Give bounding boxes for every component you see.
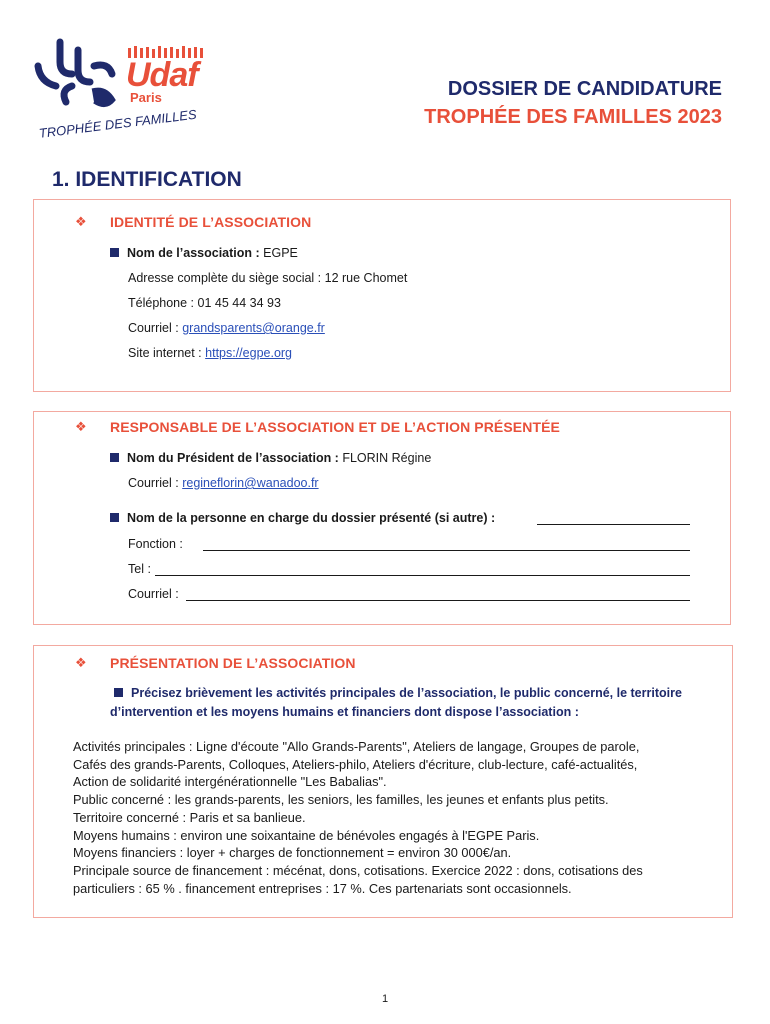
square-bullet-icon [110, 248, 119, 257]
website-row [128, 346, 292, 360]
fonction-label: Fonction : [128, 537, 183, 551]
responsable-heading: RESPONSABLE DE L’ASSOCIATION ET DE L’ACTION PRÉSENTÉE [110, 419, 560, 435]
document-header [424, 76, 722, 132]
answer-line: Action de solidarité intergénérationnelle "Les Babalias". [73, 774, 387, 790]
question-line-2: d’intervention et les moyens humains et financiers dont dispose l’association : [110, 705, 579, 719]
person-in-charge-field[interactable] [537, 524, 690, 525]
president-row [110, 451, 431, 465]
association-email-link[interactable]: grandsparents@orange.fr [182, 321, 325, 335]
logo-tagline: TROPHÉE DES FAMILLES [38, 106, 198, 141]
answer-line: Territoire concerné : Paris et sa banlieue. [73, 809, 306, 825]
phone-text: Téléphone : 01 45 44 34 93 [128, 296, 281, 310]
president-label: Nom du Président de l’association : [127, 451, 339, 465]
presentation-heading: PRÉSENTATION DE L’ASSOCIATION [110, 655, 356, 671]
square-bullet-icon [114, 688, 123, 697]
answer-line: particuliers : 65 % . financement entreprises : 17 %. Ces partenariats sont occasionnels. [73, 880, 572, 896]
square-bullet-icon [110, 513, 119, 522]
association-name-row [110, 246, 298, 260]
fonction-field[interactable] [203, 550, 690, 551]
address-text: Adresse complète du siège social : 12 rue Chomet [128, 271, 408, 285]
diamond-bullet-icon: ❖ [75, 655, 87, 670]
presentation-question [110, 684, 730, 722]
president-email-label: Courriel : [128, 476, 179, 490]
section-title: 1. IDENTIFICATION [52, 168, 242, 191]
square-bullet-icon [110, 453, 119, 462]
email-row [128, 321, 325, 335]
courriel-label: Courriel : [128, 587, 179, 601]
association-name-label: Nom de l’association : [127, 246, 260, 260]
page-number: 1 [381, 993, 389, 1005]
document-subtitle: TROPHÉE DES FAMILLES 2023 [424, 106, 722, 128]
tel-label: Tel : [128, 562, 151, 576]
person-in-charge-label: Nom de la personne en charge du dossier présenté (si autre) : [127, 511, 496, 525]
identite-heading: IDENTITÉ DE L’ASSOCIATION [110, 214, 312, 230]
tel-field[interactable] [155, 575, 690, 576]
person-in-charge-row [110, 511, 495, 525]
document-title: DOSSIER DE CANDIDATURE [447, 78, 722, 100]
answer-line: Moyens financiers : loyer + charges de fonctionnement = environ 30 000€/an. [73, 845, 512, 861]
president-value: FLORIN Régine [342, 451, 432, 465]
association-website-link[interactable]: https://egpe.org [205, 346, 293, 360]
association-name-value: EGPE [263, 246, 298, 260]
presentation-answer [73, 738, 723, 897]
email-label: Courriel : [128, 321, 179, 335]
answer-line: Activités principales : Ligne d'écoute "Allo Grands-Parents", Ateliers de langage, Groupes de parole, [73, 739, 640, 754]
udaf-logo [30, 30, 230, 165]
president-email-row [128, 476, 319, 490]
answer-line: Cafés des grands-Parents, Colloques, Ateliers-philo, Ateliers d'écriture, club-lecture, café-actualités, [73, 756, 638, 772]
answer-line: Moyens humains : environ une soixantaine de bénévoles engagés à l'EGPE Paris. [73, 827, 540, 843]
courriel-field[interactable] [186, 600, 690, 601]
answer-line: Principale source de financement : mécénat, dons, cotisations. Exercice 2022 : dons, cotisations des [73, 862, 643, 878]
website-label: Site internet : [128, 346, 202, 360]
logo-city: Paris [130, 90, 162, 105]
diamond-bullet-icon: ❖ [75, 214, 87, 229]
president-email-link[interactable]: regineflorin@wanadoo.fr [182, 476, 319, 490]
logo-brand: Udaf [126, 56, 198, 94]
diamond-bullet-icon: ❖ [75, 419, 87, 434]
answer-line: Public concerné : les grands-parents, les seniors, les familles, les jeunes et enfants plus petits. [73, 792, 609, 808]
question-line-1: Précisez brièvement les activités principales de l’association, le public concerné, le territoire [131, 686, 682, 700]
